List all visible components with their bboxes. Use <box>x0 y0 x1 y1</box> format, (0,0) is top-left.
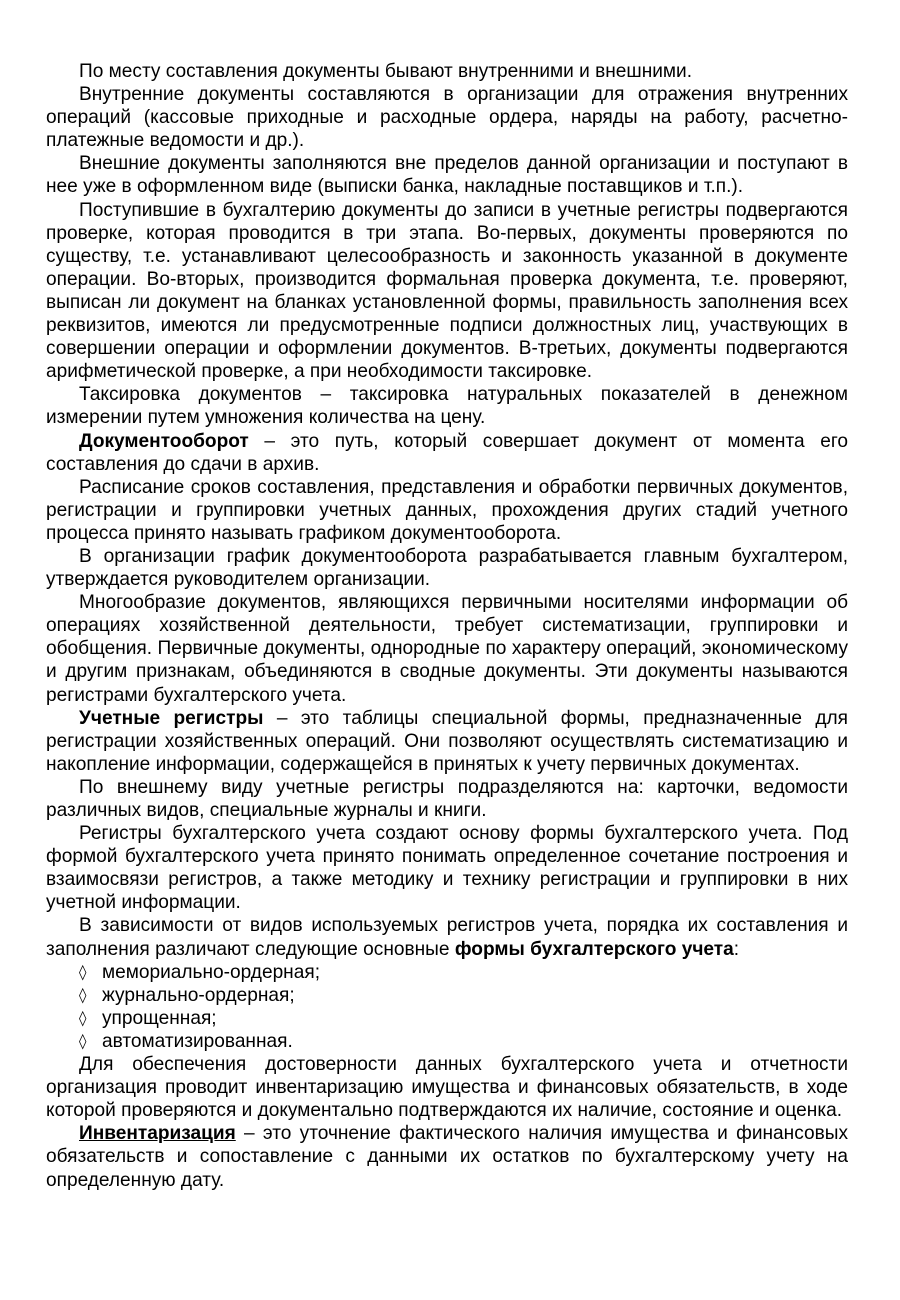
paragraph-internal-documents: Внутренние документы составляются в организации для отражения внутренних операций (кассовые приходные и расходные ордера, наряды на работу, расчетно-платежные ведомости и др.). <box>46 84 848 152</box>
document-page <box>46 60 848 1192</box>
list-item <box>46 984 848 1007</box>
paragraph-register-types: По внешнему виду учетные регистры подразделяются на: карточки, ведомости различных видов, специальные журналы и книги. <box>46 776 848 821</box>
list-item-text: автоматизированная. <box>102 1030 293 1052</box>
diamond-bullet-icon: ◊ <box>79 1008 87 1027</box>
list-item <box>46 1030 848 1053</box>
paragraph-document-location: По месту составления документы бывают внутренними и внешними. <box>79 61 693 82</box>
list-item-text: мемориально-ордерная; <box>102 961 320 983</box>
paragraph-accounting-form: Регистры бухгалтерского учета создают основу формы бухгалтерского учета. Под формой бухгалтерского учета принято понимать определенное сочетание построения и взаимосвязи регистров, а также методику и технику регистрации и группировки в них учетной информации. <box>46 823 848 914</box>
paragraph-document-variety: Многообразие документов, являющихся первичными носителями информации об операциях хозяйственной деятельности, требует систематизации, группировки и обобщения. Первичные документы, однородные по характеру операций, экономическому и другим признакам, объединяются в сводные документы. Эти документы называются регистрами бухгалтерского учета. <box>46 592 848 706</box>
term-accounting-registers: Учетные регистры <box>79 707 264 729</box>
paragraph-accounting-forms-intro <box>46 914 848 960</box>
list-item <box>46 1007 848 1030</box>
paragraph-inventory-purpose: Для обеспечения достоверности данных бухгалтерского учета и отчетности организация проводит инвентаризацию имущества и финансовых обязательств, в ходе которой проверяются и документально подтверждаются их наличие, состояние и оценка. <box>46 1054 848 1122</box>
paragraph-registers-definition <box>46 707 848 776</box>
list-item <box>46 961 848 984</box>
paragraph-schedule-approval: В организации график документооборота разрабатывается главным бухгалтером, утверждается руководителем организации. <box>46 545 848 591</box>
term-accounting-forms: формы бухгалтерского учета <box>454 938 734 960</box>
list-item-text: упрощенная; <box>102 1007 217 1029</box>
definition-document-flow: – это путь, который совершает документ от момента его составления до сдачи в архив. <box>46 430 848 475</box>
forms-intro-text: В зависимости от видов используемых регистров учета, порядка их составления и заполнения различают следующие основные <box>46 915 848 960</box>
paragraph-document-flow-schedule: Расписание сроков составления, представления и обработки первичных документов, регистрации и группировки учетных данных, прохождения других стадий учетного процесса принято называть графиком документооборота. <box>46 476 848 544</box>
diamond-bullet-icon: ◊ <box>79 1031 87 1050</box>
paragraph-document-verification: Поступившие в бухгалтерию документы до записи в учетные регистры подвергаются проверке, которая проводится в три этапа. Во-первых, документы проверяются по существу, т.е. устанавливают целесообразность и законность указанной в документе операции. Во-вторых, производится формальная проверка документа, т.е. проверяют, выписан ли документ на бланках установленной формы, правильность заполнения всех реквизитов, имеются ли предусмотренные подписи должностных лиц, участвующих в совершении операции и оформлении документов. В-третьих, документы подвергаются арифметической проверке, а при необходимости таксировке. <box>46 199 848 383</box>
paragraph-external-documents: Внешние документы заполняются вне пределов данной организации и поступают в нее уже в оформленном виде (выписки банка, накладные поставщиков и т.п.). <box>46 153 848 198</box>
paragraph-document-flow-definition <box>46 430 848 476</box>
paragraph-inventory-definition <box>46 1122 848 1191</box>
list-item-text: журнально-ордерная; <box>102 984 295 1006</box>
paragraph-taxation: Таксировка документов – таксировка натуральных показателей в денежном измерении путем умножения количества на цену. <box>46 384 848 429</box>
definition-inventory: – это уточнение фактического наличия имущества и финансовых обязательств и сопоставление с данными их остатков по бухгалтерскому учету на определенную дату. <box>46 1123 848 1191</box>
forms-intro-colon: : <box>733 938 740 960</box>
diamond-bullet-icon: ◊ <box>79 962 87 981</box>
accounting-forms-list <box>46 961 848 1053</box>
diamond-bullet-icon: ◊ <box>79 985 87 1004</box>
term-document-flow: Документооборот <box>79 430 249 452</box>
term-inventory <box>79 1123 236 1144</box>
term-inventory-underlined: Инвентаризация <box>79 1123 236 1145</box>
definition-accounting-registers: – это таблицы специальной формы, предназначенные для регистрации хозяйственных операций. Они позволяют осуществлять систематизацию и накопление информации, содержащейся в принятых к учету первичных документах. <box>46 707 848 775</box>
